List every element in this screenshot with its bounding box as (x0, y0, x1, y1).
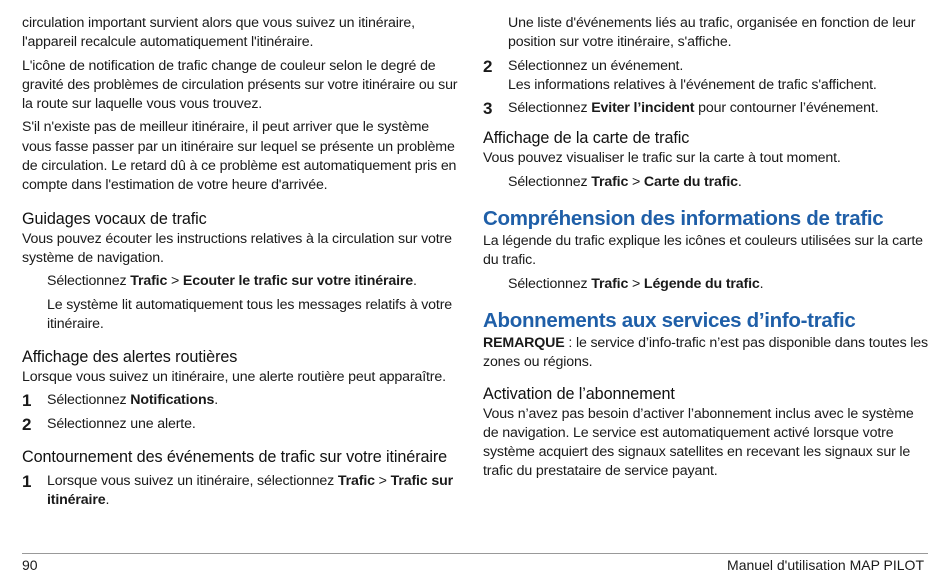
paragraph: Lorsque vous suivez un itinéraire, une alerte routière peut apparaître. (22, 369, 446, 386)
manual-title: Manuel d'utilisation MAP PILOT (727, 557, 924, 573)
step-2 (22, 415, 462, 434)
paragraph: La légende du trafic explique les icônes et couleurs utilisées sur la carte du trafic. (483, 233, 923, 269)
paragraph: Vous pouvez écouter les instructions relatives à la circulation sur votre système de navigation. (22, 230, 452, 266)
section-title-subscriptions: Abonnements aux services d’info-trafic (483, 308, 856, 332)
left-column (22, 14, 462, 511)
result-text: Les informations relatives à l'événement de trafic s'affichent. (508, 76, 877, 93)
step-number: 2 (483, 56, 493, 76)
paragraph: L'icône de notification de trafic change de couleur selon le degré de gravité des problèmes de circulation présents sur votre itinéraire ou sur la route sur laquelle vous vous trouvez. (22, 57, 458, 113)
step-text: Sélectionnez une alerte. (47, 415, 196, 432)
right-column (483, 14, 928, 482)
menu-ref-trafic: Trafic (130, 273, 168, 290)
step-text: Sélectionnez un événement. (508, 57, 684, 74)
section-heading-activation: Activation de l’abonnement (483, 384, 675, 403)
paragraph: S'il n'existe pas de meilleur itinéraire, il peut arriver que le système vous fasse passer par un itinéraire sur lequel se présente un problème de circulation. Le retard dû à ce problème est automatiquement pris en compte dans l'estimation de votre heure d'arrivée. (22, 119, 457, 194)
section-heading-voice-guidance: Guidages vocaux de trafic (22, 209, 207, 228)
step-text: Lorsque vous suivez un itinéraire, sélectionnez Trafic > Trafic sur itinéraire. (47, 473, 453, 509)
step-1 (22, 391, 462, 410)
result-text: Le système lit automatiquement tous les messages relatifs à votre itinéraire. (47, 296, 453, 332)
step-text: Sélectionnez Eviter l’incident pour contourner l’événement. (508, 100, 879, 117)
menu-ref-ecouter: Ecouter le trafic sur votre itinéraire (182, 273, 413, 290)
paragraph: Vous n’avez pas besoin d’activer l’abonnement inclus avec le système de navigation. Le service est automatiquement activé lorsque votre système acquiert des signaux satellites en recevant les signaux sur le trafic du prestataire de service payant. (483, 405, 914, 480)
note-label: REMARQUE (483, 334, 565, 351)
section-heading-avoid-traffic: Contournement des événements de trafic sur votre itinéraire (22, 448, 448, 467)
section-title-traffic-info: Compréhension des informations de trafic (483, 207, 884, 231)
step-number: 2 (22, 414, 32, 434)
step-2 (483, 57, 928, 76)
step-number: 1 (22, 391, 32, 411)
page-number: 90 (22, 557, 38, 573)
instruction: Sélectionnez Trafic > Ecouter le trafic sur votre itinéraire. (47, 273, 417, 290)
paragraph: circulation important survient alors que vous suivez un itinéraire, l'appareil recalcule automatiquement l'itinéraire. (22, 15, 415, 51)
step-number: 1 (22, 472, 32, 492)
paragraph: Vous pouvez visualiser le trafic sur la carte à tout moment. (483, 150, 841, 167)
section-heading-road-alerts: Affichage des alertes routières (22, 348, 238, 367)
footer-divider (22, 553, 928, 554)
note: REMARQUE : le service d’info-trafic n’est pas disponible dans toutes les zones ou régions. (483, 334, 928, 371)
instruction: Sélectionnez Trafic > Carte du trafic. (508, 173, 742, 190)
result-text: Une liste d'événements liés au trafic, organisée en fonction de leur position sur votre itinéraire, s'affiche. (508, 15, 916, 51)
section-heading-traffic-map: Affichage de la carte de trafic (483, 129, 690, 148)
step-1 (22, 472, 462, 511)
instruction: Sélectionnez Trafic > Légende du trafic. (508, 275, 764, 292)
step-number: 3 (483, 99, 493, 119)
step-text: Sélectionnez Notifications. (47, 392, 218, 409)
step-3 (483, 99, 928, 118)
